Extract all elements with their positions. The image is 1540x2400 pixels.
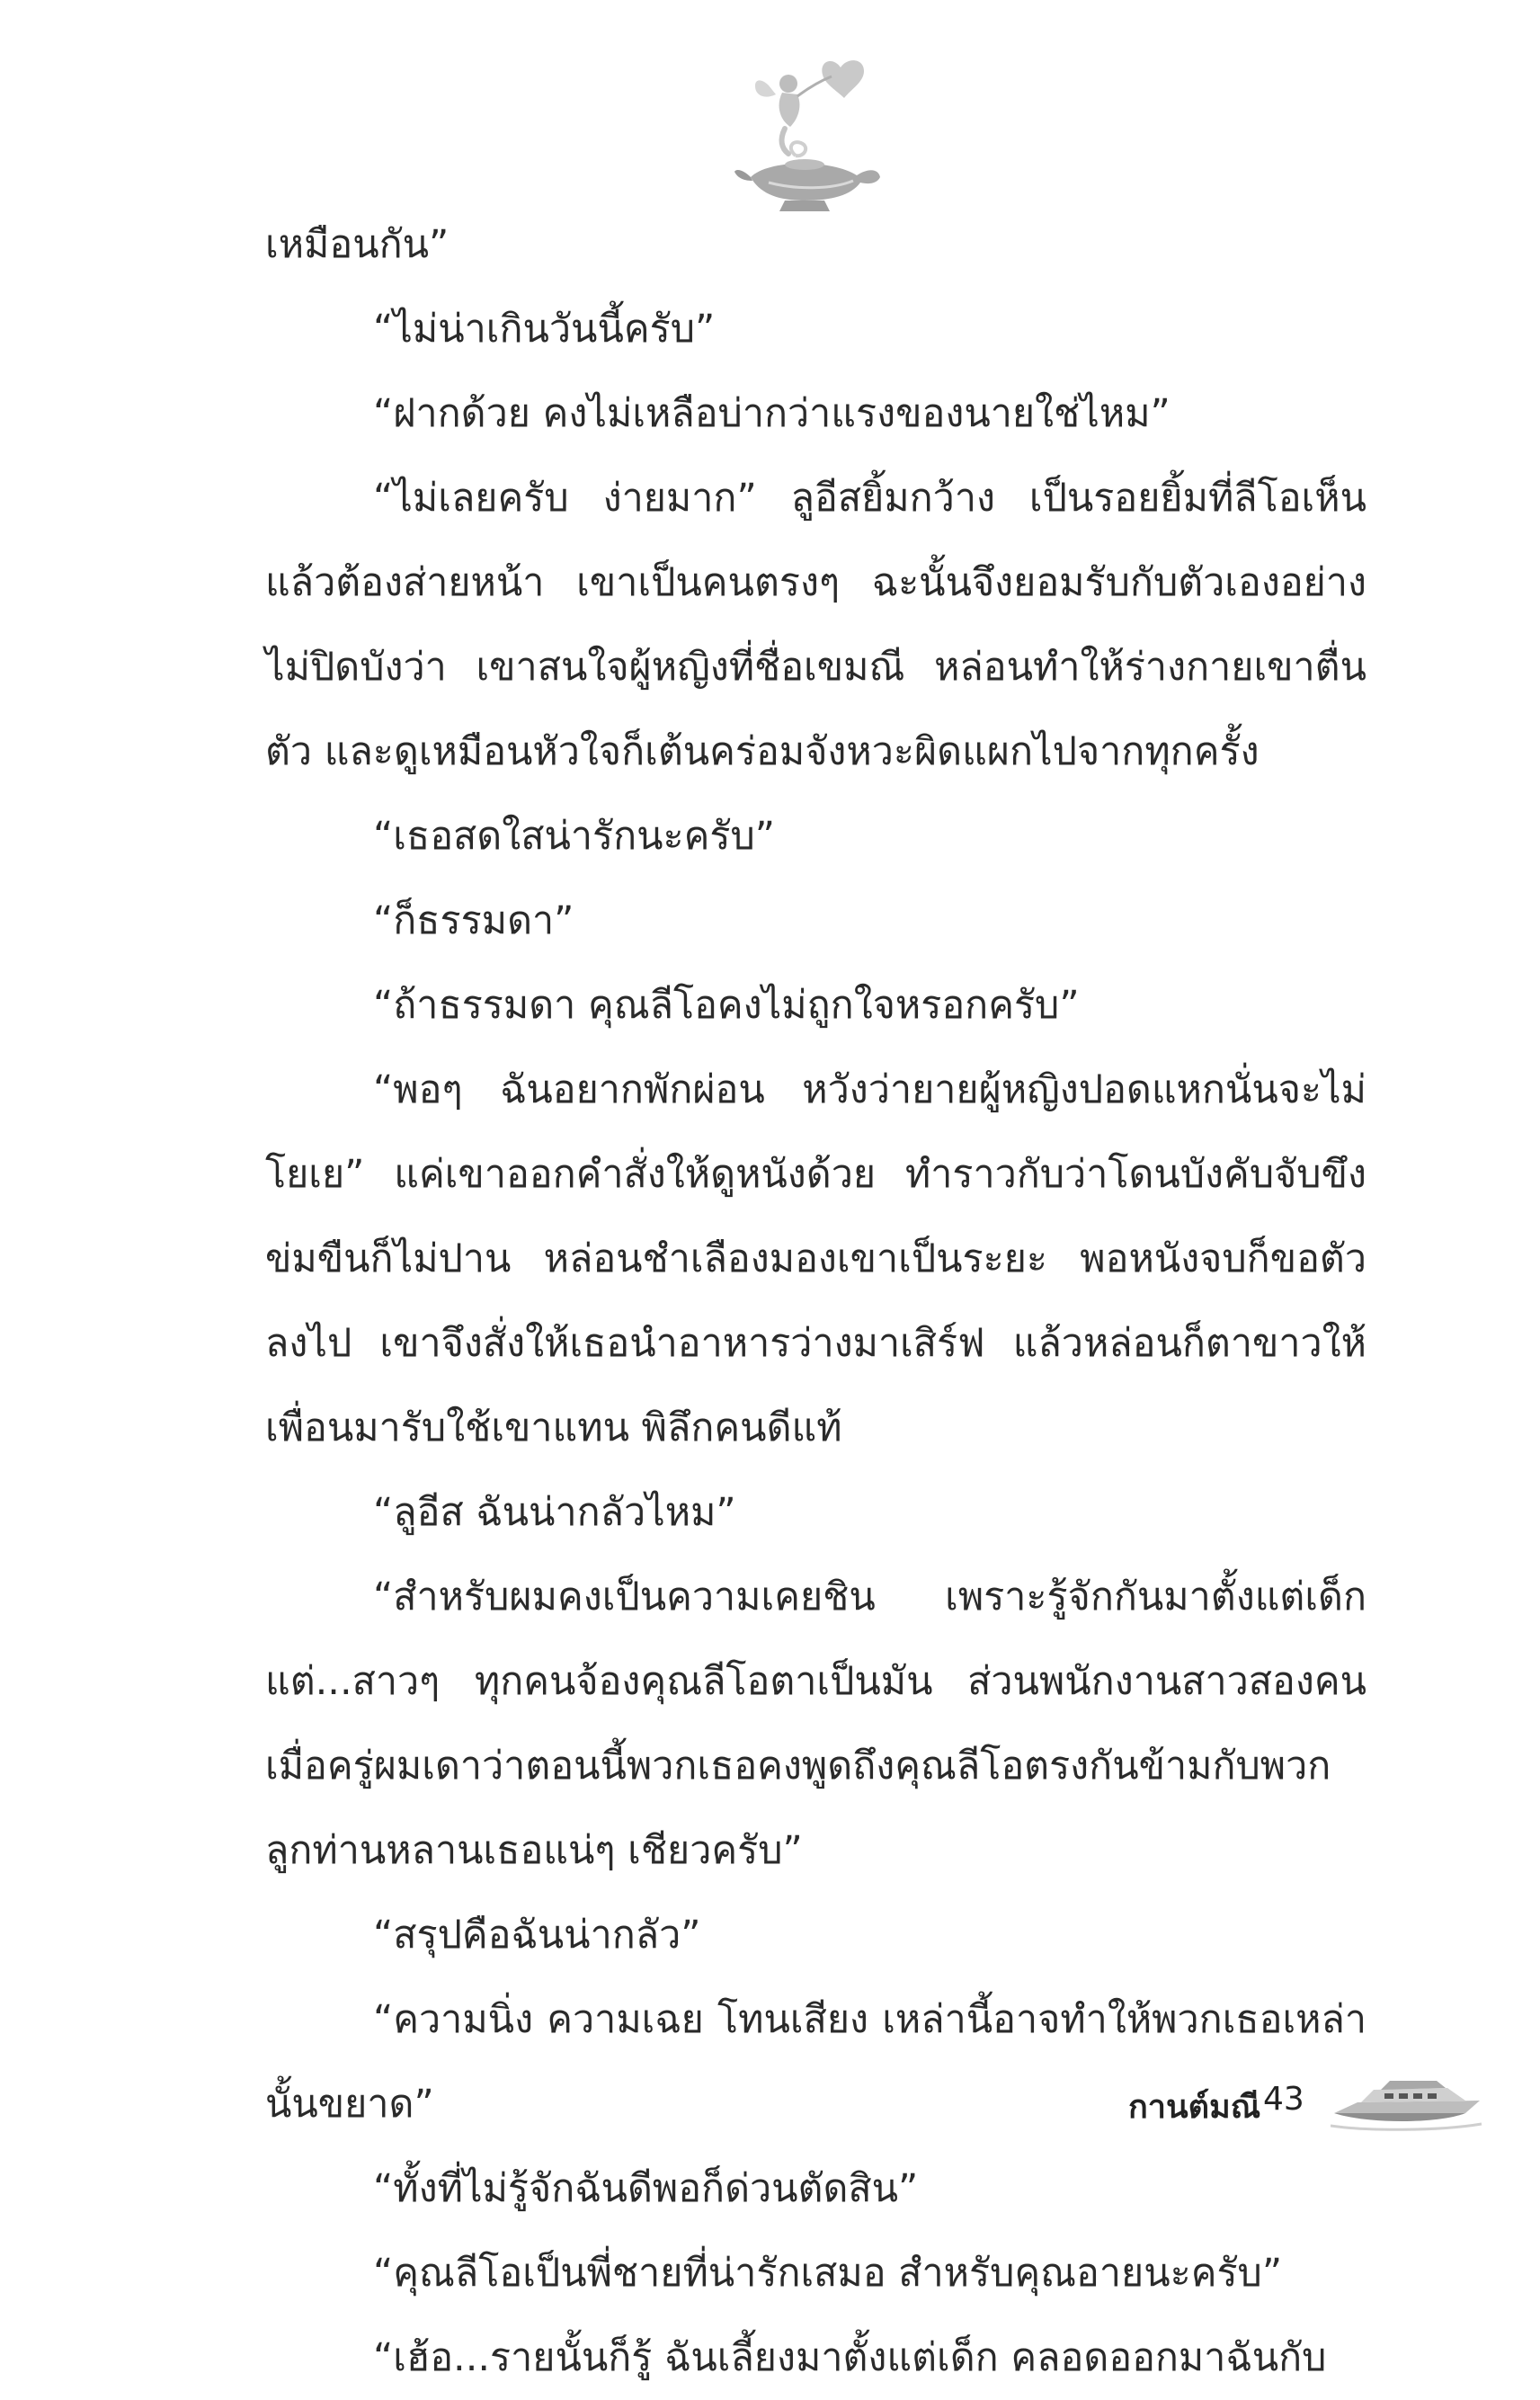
yacht-icon [1331,2068,1483,2136]
paragraph: “ไม่เลยครับ ง่ายมาก” ลูอีสยิ้มกว้าง เป็นรอยยิ้มที่ลีโอเห็นแล้วต้องส่ายหน้า เขาเป็นคนตรงๆ ฉะนั้นจึงยอมรับกับตัวเองอย่างไม่ปิดบังว่า เขาสนใจผู้หญิงที่ชื่อเขมณี หล่อนทำให้ร่างกายเขาตื่นตัว และดูเหมือนหัวใจก็เต้นคร่อมจังหวะผิดแผกไปจากทุกครั้ง [265,476,1366,774]
paragraph: “เฮ้อ...รายนั้นก็รู้ ฉันเลี้ยงมาตั้งแต่เด็ก คลอดออกมาฉันกับ [373,2335,1327,2380]
paragraph: “สำหรับผมคงเป็นความเคยชิน เพราะรู้จักกันมาตั้งแต่เด็ก แต่...สาวๆ ทุกคนจ้องคุณลีโอตาเป็นมัน ส่วนพนักงานสาวสองคนเมื่อครู่ผมเดาว่าตอนนี้พวกเธอคงพูดถึงคุณลีโอตรงกันข้ามกับพวกลูกท่านหลานเธอแน่ๆ เชียวครับ” [265,1575,1366,1873]
page-footer [0,2068,1540,2140]
paragraph: “ถ้าธรรมดา คุณลีโอคงไม่ถูกใจหรอกครับ” [373,983,1080,1028]
page-number: 43 [1263,2081,1304,2118]
paragraph: “ก็ธรรมดา” [373,898,574,943]
paragraph: “สรุปคือฉันน่ากลัว” [373,1913,701,1958]
paragraph: “เธอสดใสน่ารักนะครับ” [373,814,776,859]
book-title: กานต์มณี [1128,2089,1261,2126]
paragraph: เหมือนกัน” [265,222,450,267]
paragraph: “ฝากด้วย คงไม่เหลือบ่ากว่าแรงของนายใช่ไหม” [373,391,1171,436]
paragraph: “ไม่น่าเกินวันนี้ครับ” [373,307,716,352]
paragraph: “ลูอีส ฉันน่ากลัวไหม” [373,1490,736,1535]
paragraph: “พอๆ ฉันอยากพักผ่อน หวังว่ายายผู้หญิงปอดแหกนั่นจะไม่โยเย” แค่เขาออกคำสั่งให้ดูหนังด้วย ทำราวกับว่าโดนบังคับจับขึงข่มขืนก็ไม่ปาน หล่อนชำเลืองมองเขาเป็นระยะ พอหนังจบก็ขอตัวลงไป เขาจึงสั่งให้เธอนำอาหารว่างมาเสิร์ฟ แล้วหล่อนก็ตาขาวให้เพื่อนมารับใช้เขาแทน พิลึกคนดีแท้ [265,1067,1366,1450]
paragraph: “ความนิ่ง ความเฉย โทนเสียง เหล่านี้อาจทำให้พวกเธอเหล่านั้นขยาด” [265,1997,1366,2127]
genie-lamp-with-cupid-icon [733,49,886,216]
paragraph: “คุณลีโอเป็นพี่ชายที่น่ารักเสมอ สำหรับคุณอายนะครับ” [373,2251,1283,2296]
paragraph: “ทั้งที่ไม่รู้จักฉันดีพอก็ด่วนตัดสิน” [373,2166,919,2211]
